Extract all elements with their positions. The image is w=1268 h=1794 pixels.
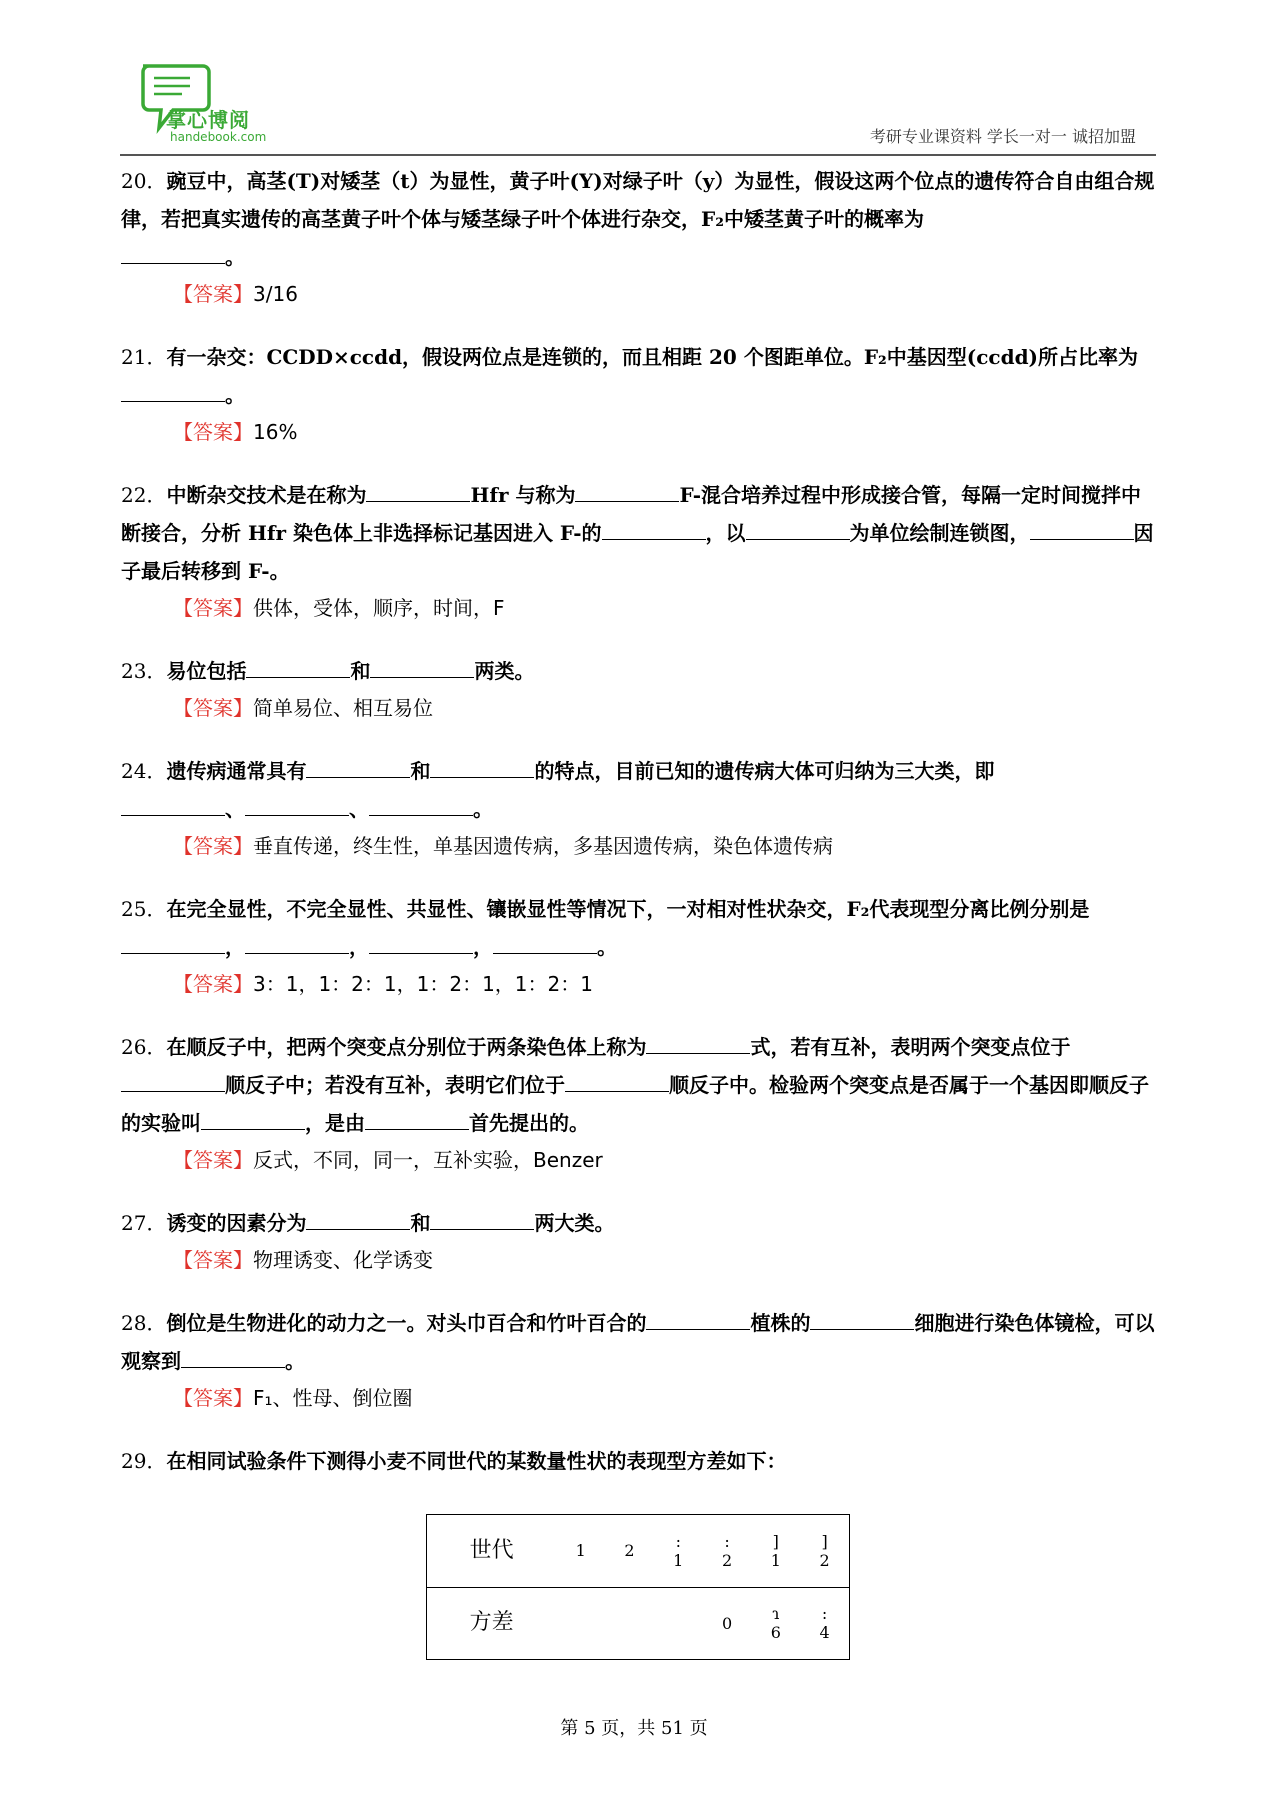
answer-25 [173, 966, 1155, 1002]
table-cell [654, 1515, 703, 1588]
text-segment: 两类。 [474, 659, 535, 683]
text-segment: 植株的 [750, 1311, 811, 1335]
answer-26 [173, 1142, 1155, 1178]
text-segment: 24． [121, 759, 167, 783]
text-segment: F₁、性母、倒位圈 [253, 1386, 413, 1410]
text-segment: 的特点，目前已知的遗传病大体可归纳为三大类，即 [534, 759, 995, 783]
question-28 [121, 1304, 1155, 1380]
answer-blank [430, 1207, 534, 1230]
text-segment: 易位包括 [166, 659, 247, 683]
text-segment: 6 [770, 1623, 781, 1643]
text-segment: 在顺反子中，把两个突变点分别位于两条染色体上称为 [166, 1035, 647, 1059]
answer-blank [306, 755, 410, 778]
answer-blank [646, 1031, 750, 1054]
text-segment: 简单易位、相互易位 [253, 696, 433, 720]
text-segment: 23． [121, 659, 167, 683]
page-number: 第 5 页，共 51 页 [560, 1718, 708, 1739]
answer-blank [1030, 517, 1134, 540]
text-segment: Hfr 与称为 [470, 483, 576, 507]
table-row-variance [427, 1587, 850, 1660]
answer-blank [365, 1107, 469, 1130]
text-segment: : [821, 1604, 828, 1624]
text-segment: 顺反子中；若没有互补，表明它们位于 [225, 1073, 565, 1097]
table-cell [605, 1515, 654, 1588]
text-segment: 倒位是生物进化的动力之一。对头巾百合和竹叶百合的 [166, 1311, 647, 1335]
table-cell [703, 1515, 752, 1588]
page-header [120, 58, 1156, 158]
answer-blank [246, 655, 350, 678]
table-header-variance: 方差 [469, 1610, 514, 1636]
text-segment: 1 [673, 1550, 684, 1570]
text-segment: 在相同试验条件下测得小麦不同世代的某数量性状的表现型方差如下： [166, 1449, 787, 1473]
answer-blank [369, 931, 473, 954]
text-segment: 【答案】 [173, 1248, 253, 1272]
text-segment: 26． [121, 1035, 167, 1059]
question-26 [121, 1028, 1155, 1142]
header-tagline: 考研专业课资料 学长一对一 诚招加盟 [869, 127, 1136, 146]
table-cell [605, 1587, 654, 1660]
text-segment: 21． [121, 345, 167, 369]
text-segment: 【答案】 [173, 1148, 253, 1172]
table-cell [654, 1587, 703, 1660]
text-segment: 式，若有互补，表明两个突变点位于 [750, 1035, 1071, 1059]
text-segment: ，以 [705, 521, 746, 545]
text-segment: 3：1，1：2：1，1：2：1，1：2：1 [253, 972, 593, 996]
answer-blank [746, 517, 850, 540]
question-27 [121, 1204, 1155, 1242]
table-cell [800, 1515, 849, 1588]
answer-blank [121, 379, 225, 402]
text-segment: 25． [121, 897, 167, 921]
answer-blank [121, 1069, 225, 1092]
text-segment: 。 [597, 935, 617, 959]
answer-23 [173, 690, 1155, 726]
text-segment: 4 [819, 1623, 830, 1643]
text-segment: 垂直传递，终生性，单基因遗传病，多基因遗传病，染色体遗传病 [253, 834, 833, 858]
answer-blank [646, 1307, 750, 1330]
answer-28 [173, 1380, 1155, 1416]
text-segment: 为单位绘制连锁图， [849, 521, 1030, 545]
answer-blank [369, 793, 473, 816]
question-22 [121, 476, 1155, 590]
answer-20 [173, 276, 1155, 312]
text-segment: 3/16 [253, 282, 298, 306]
variance-table [426, 1514, 850, 1660]
text-segment: 1 [575, 1541, 586, 1561]
text-segment: 供体，受体，顺序，时间，F [253, 596, 505, 620]
text-segment: 16% [253, 420, 298, 444]
answer-blank [493, 931, 597, 954]
answer-blank [121, 793, 225, 816]
text-segment: ɿ [772, 1604, 780, 1624]
question-20 [121, 162, 1155, 276]
text-segment: 。 [473, 797, 493, 821]
answer-blank [602, 517, 706, 540]
text-segment: 豌豆中，高茎(T)对矮茎（t）为显性，黄子叶(Y)对绿子叶（y）为显性，假设这两个位点的遗传符合自由组合规律，若把真实遗传的高茎黄子叶个体与矮茎绿子叶个体进行杂交，F₂中矮茎黄子叶的概率为 [121, 169, 1155, 231]
text-segment: 。 [225, 245, 245, 269]
answer-blank [370, 655, 474, 678]
answer-blank [366, 479, 470, 502]
answer-blank [565, 1069, 669, 1092]
table-cell [556, 1515, 605, 1588]
text-segment: ] [772, 1531, 779, 1551]
text-segment: ， [225, 935, 245, 959]
question-21 [121, 338, 1155, 414]
answer-blank [181, 1345, 285, 1368]
logo-url: handebook.com [170, 130, 267, 144]
text-segment: 0 [721, 1613, 733, 1633]
table-row-generation [427, 1515, 850, 1588]
text-segment: 【答案】 [173, 596, 253, 620]
text-segment: 物理诱变、化学诱变 [253, 1248, 433, 1272]
text-segment: 有一杂交：CCDD×ccdd，假设两位点是连锁的，而且相距 20 个图距单位。F₂中基因型(ccdd)所占比率为 [166, 345, 1139, 369]
answer-blank [121, 241, 225, 264]
answer-blank [306, 1207, 410, 1230]
text-segment: 、 [349, 797, 369, 821]
text-segment: 【答案】 [173, 834, 253, 858]
logo-brand-name: 掌心博阅 [166, 108, 250, 132]
text-segment: 。 [285, 1349, 305, 1373]
text-segment: ，是由 [305, 1111, 365, 1135]
text-segment: 28． [121, 1311, 167, 1335]
text-segment: 2 [721, 1550, 733, 1570]
text-segment: : [675, 1531, 681, 1551]
question-list [121, 162, 1155, 1480]
question-23 [121, 652, 1155, 690]
text-segment: 和 [410, 1211, 431, 1235]
text-segment: 反式，不同，同一，互补实验，Benzer [253, 1148, 603, 1172]
answer-blank [121, 931, 225, 954]
text-segment: ， [349, 935, 369, 959]
text-segment: 和 [410, 759, 431, 783]
text-segment: 在完全显性，不完全显性、共显性、镶嵌显性等情况下，一对相对性状杂交，F₂代表现型分离比例分别是 [166, 897, 1090, 921]
text-segment: 中断杂交技术是在称为 [166, 483, 367, 507]
answer-blank [201, 1107, 305, 1130]
answer-blank [575, 479, 679, 502]
text-segment: 细胞进行染色体镜检，可以观察到 [121, 1311, 1155, 1373]
text-segment: 因子最后转移到 F-。 [121, 521, 1154, 583]
table-header-generation: 世代 [427, 1515, 557, 1588]
text-segment: 【答案】 [173, 1386, 253, 1410]
text-segment: 两大类。 [534, 1211, 615, 1235]
text-segment: 【答案】 [173, 972, 253, 996]
answer-27 [173, 1242, 1155, 1278]
table-cell [800, 1587, 849, 1660]
answer-22 [173, 590, 1155, 626]
text-segment: 20． [121, 169, 167, 193]
text-segment: 1 [770, 1550, 781, 1570]
text-segment: 22． [121, 483, 167, 507]
text-segment: 和 [350, 659, 371, 683]
table-cell [556, 1587, 605, 1660]
question-29 [121, 1442, 1155, 1480]
text-segment: 。 [225, 383, 245, 407]
answer-blank [245, 793, 349, 816]
text-segment: : [724, 1531, 730, 1551]
question-24 [121, 752, 1155, 828]
answer-blank [245, 931, 349, 954]
table-cell [751, 1515, 800, 1588]
text-segment: 【答案】 [173, 696, 253, 720]
table-cell [751, 1587, 800, 1660]
table-cell [703, 1587, 752, 1660]
text-segment: 【答案】 [173, 282, 253, 306]
text-segment: 、 [225, 797, 245, 821]
answer-21 [173, 414, 1155, 450]
text-segment: 27． [121, 1211, 167, 1235]
answer-24 [173, 828, 1155, 864]
text-segment: ， [473, 935, 493, 959]
text-segment: 遗传病通常具有 [166, 759, 307, 783]
answer-blank [430, 755, 534, 778]
text-segment: 2 [624, 1541, 635, 1561]
text-segment: 29． [121, 1449, 167, 1473]
header-divider [120, 154, 1156, 156]
text-segment: 首先提出的。 [469, 1111, 589, 1135]
text-segment: 2 [819, 1550, 830, 1570]
answer-blank [810, 1307, 914, 1330]
text-segment: ] [821, 1531, 828, 1551]
text-segment: 诱变的因素分为 [166, 1211, 307, 1235]
text-segment: F-混合培养过程中形成接合管，每隔一定时间搅拌中断接合，分析 Hfr 染色体上非选择标记基因进入 F-的 [121, 483, 1142, 545]
text-segment: 顺反子中。检验两个突变点是否属于一个基因即顺反子的实验叫 [121, 1073, 1149, 1135]
question-25 [121, 890, 1155, 966]
text-segment: 【答案】 [173, 420, 253, 444]
